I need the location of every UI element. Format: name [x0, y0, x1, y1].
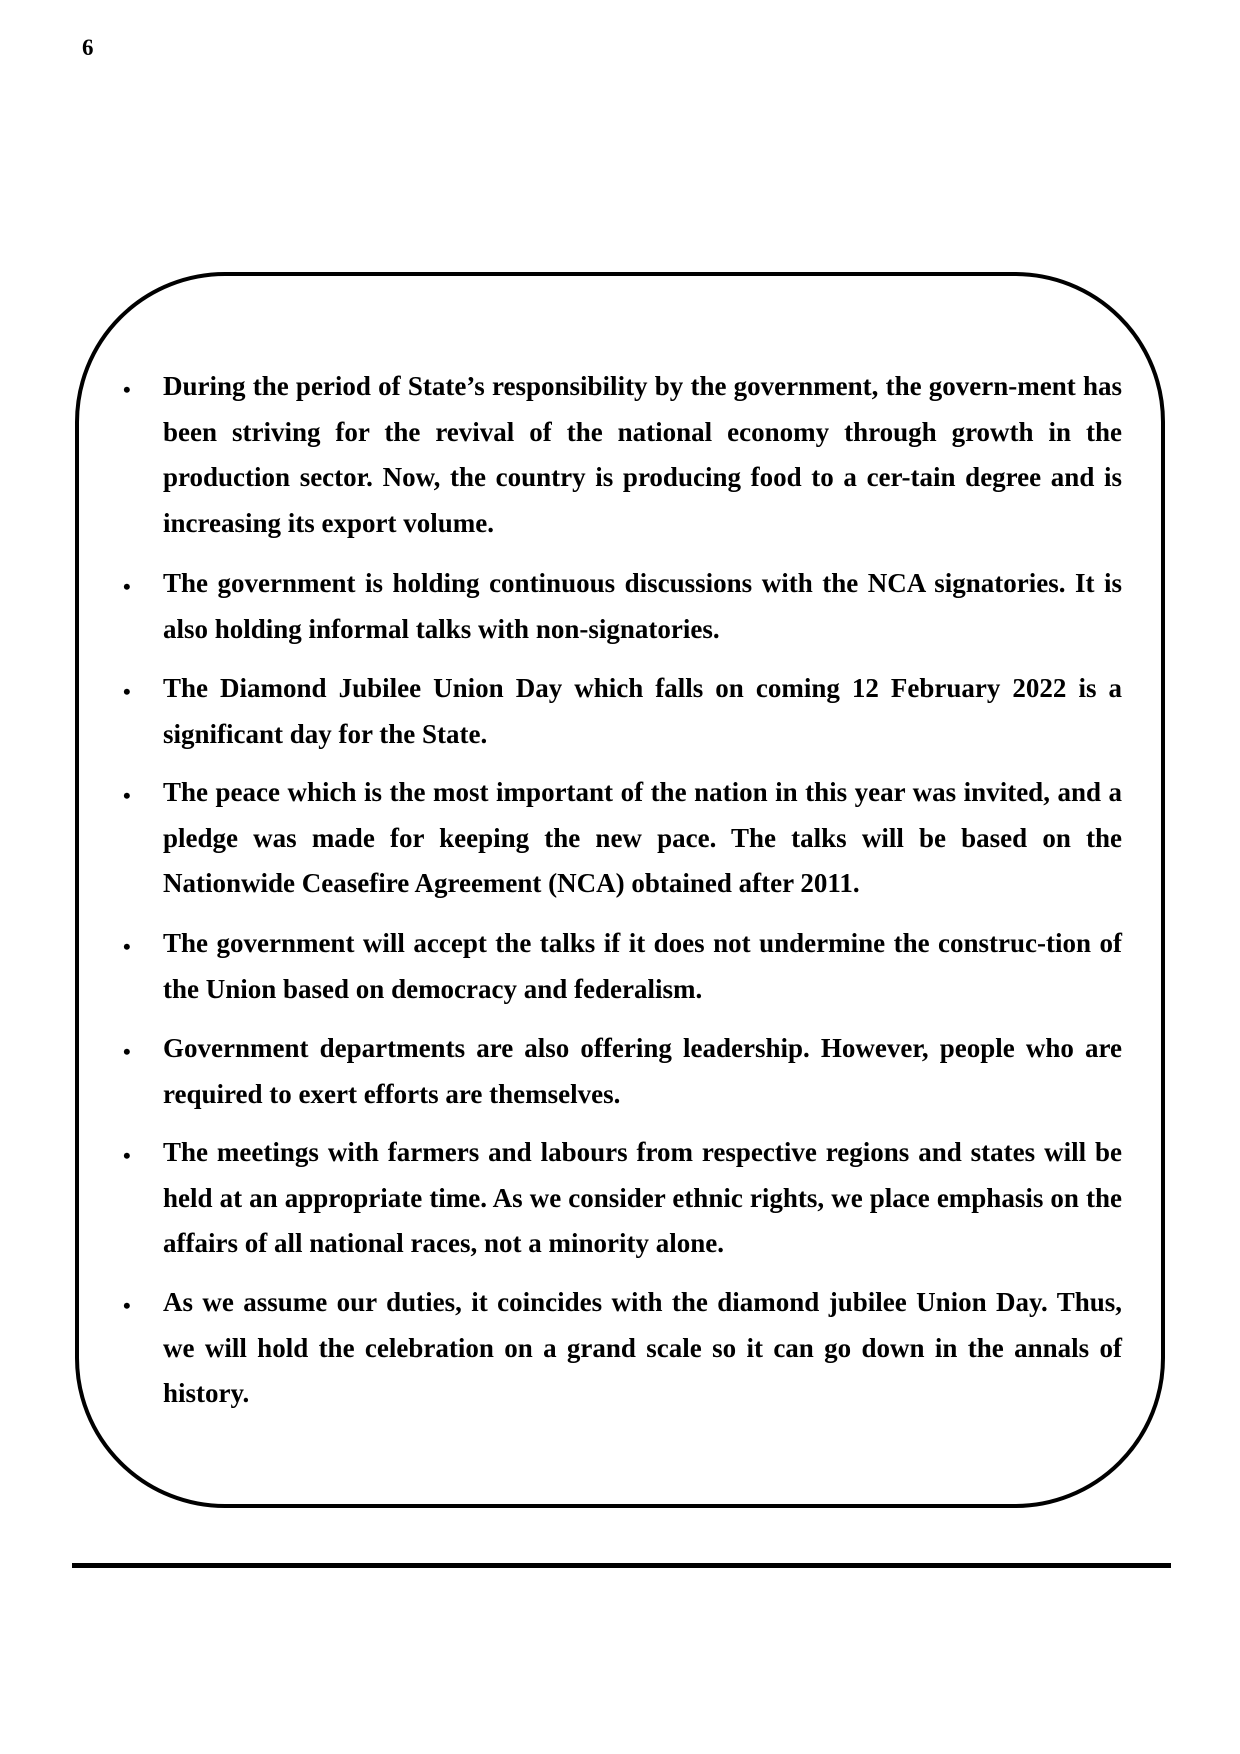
- bullet-icon: •: [123, 679, 131, 704]
- bullet-icon: •: [123, 934, 131, 959]
- bullet-text: Government departments are also offering leadership. However, people who are required to exert efforts are themselves.: [163, 1033, 1122, 1109]
- bullet-text: The government will accept the talks if it does not undermine the construc-tion of the Union based on democracy and federalism.: [163, 928, 1122, 1004]
- bullet-text: The government is holding continuous discussions with the NCA signatories. It is also holding informal talks with non-signatories.: [163, 568, 1122, 644]
- bullet-icon: •: [123, 1293, 131, 1318]
- bullet-icon: •: [123, 377, 131, 402]
- bullet-icon: •: [123, 783, 131, 808]
- bullet-icon: •: [123, 1039, 131, 1064]
- bullet-text: The Diamond Jubilee Union Day which falls on coming 12 February 2022 is a significant day for the State.: [163, 673, 1122, 749]
- bullet-text: The meetings with farmers and labours from respective regions and states will be held at an appropriate time. As we consider ethnic rights, we place emphasis on the affairs of all national races, not a minority alone.: [163, 1137, 1122, 1258]
- bullet-text: During the period of State’s responsibility by the government, the govern-ment has been striving for the revival of the national economy through growth in the production sector. Now, the country is producing food to a cer-tain degree and is increasing its export volume.: [163, 371, 1122, 538]
- bullet-icon: •: [123, 574, 131, 599]
- bullet-text: The peace which is the most important of the nation in this year was invited, and a pledge was made for keeping the new pace. The talks will be based on the Nationwide Ceasefire Agreement (NCA) obtained after 2011.: [163, 777, 1122, 898]
- footer-rule: [72, 1563, 1171, 1568]
- bullet-icon: •: [123, 1143, 131, 1168]
- bullet-text: As we assume our duties, it coincides with the diamond jubilee Union Day. Thus, we will hold the celebration on a grand scale so it can go down in the annals of history.: [163, 1287, 1122, 1408]
- page-number: 6: [82, 35, 94, 60]
